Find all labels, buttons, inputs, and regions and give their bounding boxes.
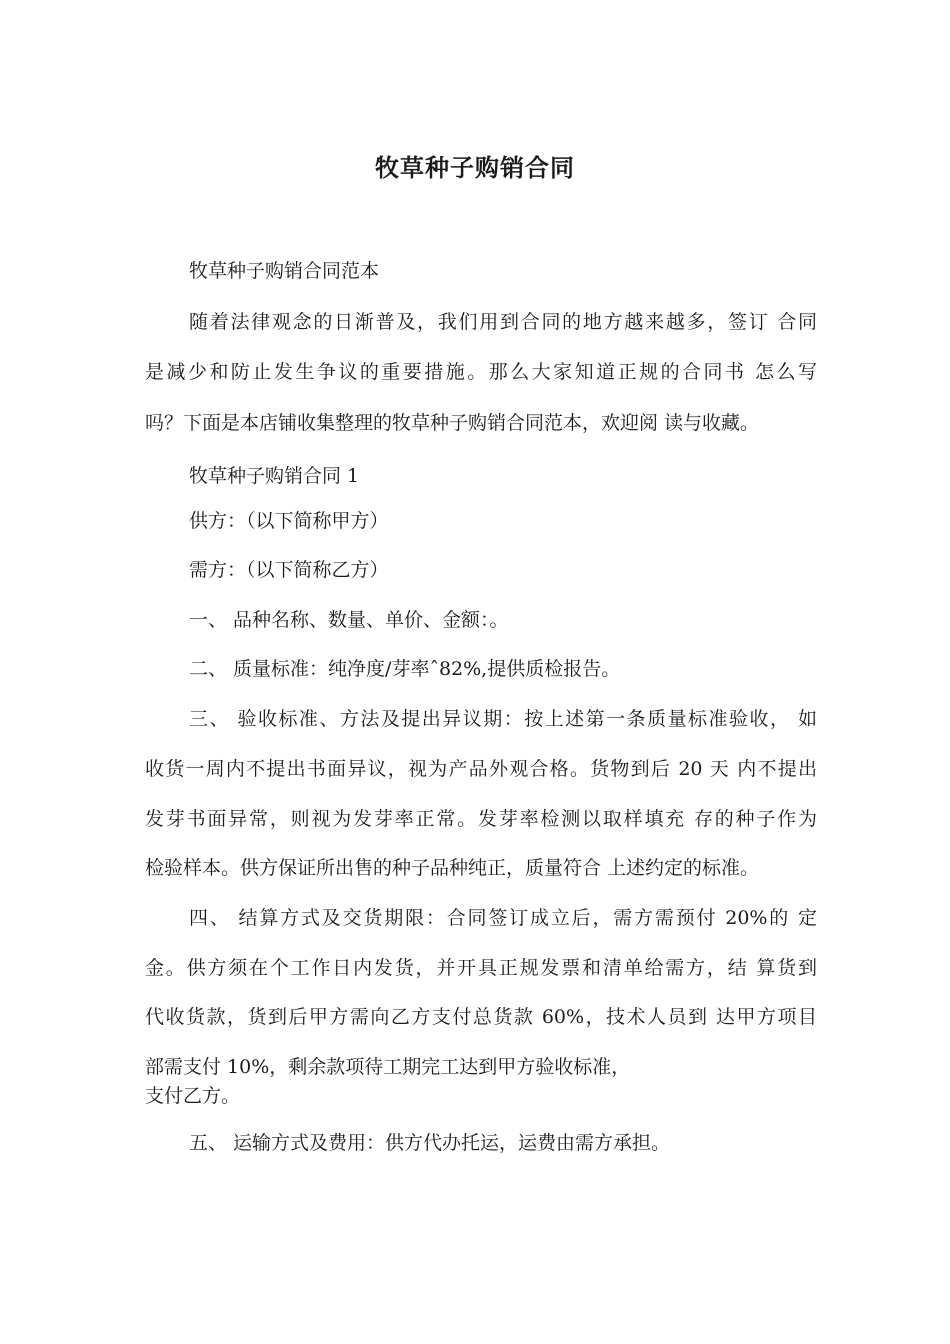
clause-4-line-3: 代收货款，货到后甲方需向乙方支付总货款 60%，技术人员到 达甲方项目 [145, 1006, 817, 1028]
subtitle-line: 牧草种子购销合同范本 [189, 260, 380, 282]
clause-3-line-4: 检验样本。供方保证所出售的种子品种纯正，质量符合 上述约定的标准。 [145, 857, 760, 879]
clause-4-line-2: 金。供方须在个工作日内发货，并开具正规发票和清单给需方，结 算货到 [145, 957, 817, 979]
intro-line-2: 是减少和防止发生争议的重要措施。那么大家知道正规的合同书 怎么写 [145, 361, 817, 383]
supplier-line: 供方：（以下简称甲方） [189, 510, 389, 532]
contract-heading: 牧草种子购销合同 1 [189, 465, 360, 487]
clause-3-line-3: 发芽书面异常，则视为发芽率正常。发芽率检测以取样填充 存的种子作为 [145, 808, 817, 830]
clause-3-line-1: 三、 验收标准、方法及提出异议期：按上述第一条质量标准验收， 如 [189, 708, 817, 730]
clause-4-line-4: 部需支付 10%，剩余款项待工期完工达到甲方验收标准， [145, 1056, 631, 1078]
clause-3-line-2: 收货一周内不提出书面异议，视为产品外观合格。货物到后 20 天 内不提出 [145, 758, 817, 780]
clause-4-line-1: 四、 结算方式及交货期限：合同签订成立后，需方需预付 20%的 定 [189, 907, 817, 929]
intro-line-3: 吗？下面是本店铺收集整理的牧草种子购销合同范本，欢迎阅 读与收藏。 [145, 412, 760, 434]
clause-4-line-5: 支付乙方。 [145, 1085, 241, 1107]
clause-1: 一、 品种名称、数量、单价、金额：。 [189, 609, 509, 631]
buyer-line: 需方：（以下简称乙方） [189, 559, 389, 581]
document-title: 牧草种子购销合同 [375, 153, 575, 182]
intro-line-1: 随着法律观念的日渐普及，我们用到合同的地方越来越多，签订 合同 [189, 311, 817, 333]
clause-2: 二、 质量标准：纯净度/芽率ˆ82%,提供质检报告。 [189, 658, 621, 680]
clause-5: 五、 运输方式及费用：供方代办托运，运费由需方承担。 [189, 1132, 671, 1154]
